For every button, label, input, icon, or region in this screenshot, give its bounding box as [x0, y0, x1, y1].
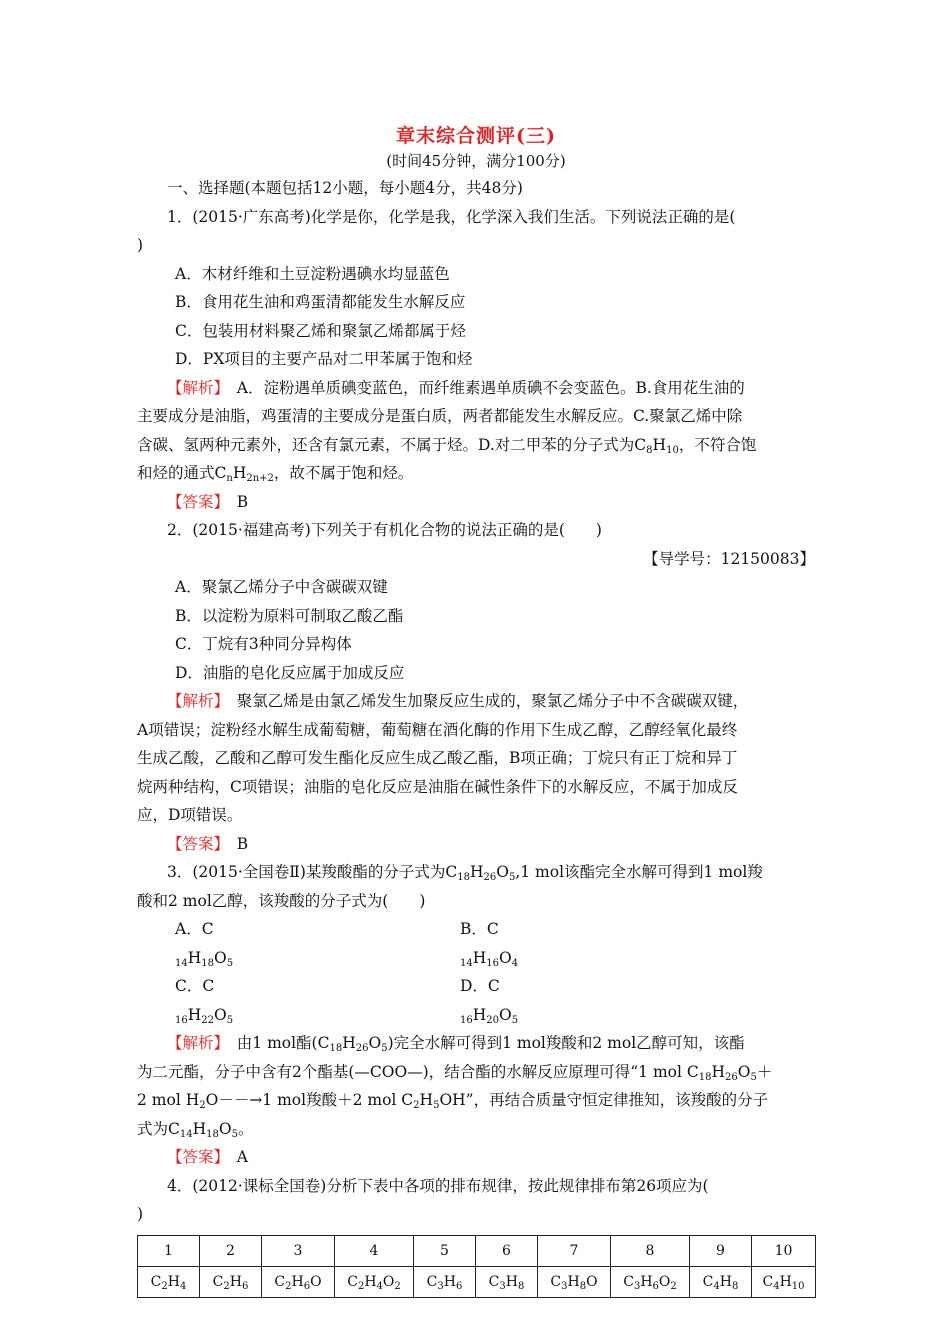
q2-option-d: D．油脂的皂化反应属于加成反应: [175, 663, 405, 682]
q1-stem: 1．(2015·广东高考)化学是你，化学是我，化学深入我们生活。下列说法正确的是(: [167, 207, 736, 226]
q1-option-d: D．PX项目的主要产品对二甲苯属于饱和烃: [175, 350, 473, 368]
q2-option-a: A．聚氯乙烯分子中含碳碳双键: [175, 578, 388, 596]
table-header-row: [138, 1235, 816, 1266]
table-header-cell: 7: [538, 1235, 611, 1266]
table-header-cell: 9: [690, 1235, 752, 1266]
q3-option-c: C．$C_{16}H_{22}O_5$: [175, 977, 234, 1026]
q2-analysis-line2: A项错误；淀粉经水解生成葡萄糖，葡萄糖在酒化酶的作用下生成乙醇，乙醇经氧化最终: [137, 720, 738, 739]
q1-analysis-line2: 主要成分是油脂，鸡蛋清的主要成分是蛋白质，两者都能发生水解反应。C.聚氯乙烯中除: [137, 407, 743, 425]
q2-option-c: C．丁烷有3种同分异构体: [175, 635, 352, 653]
q2-analysis-line4: 烷两种结构，C项错误；油脂的皂化反应是油脂在碱性条件下的水解反应，不属于加成反: [137, 777, 738, 796]
answer-label: 【答案】: [167, 492, 222, 511]
table-header-cell: 10: [752, 1235, 816, 1266]
formula-cell: $C_2H_6O$: [262, 1266, 335, 1297]
q2-stem: 2．(2015·福建高考)下列关于有机化合物的说法正确的是( ): [167, 521, 602, 539]
q3-analysis-line3: 2 mol $H_2O--\to 1$ mol羧酸＋2 mol $C_2H_5OH$”，再结合质量守恒定律推知，该羧酸的分子: [137, 1091, 769, 1111]
table-header-cell: 8: [611, 1235, 690, 1266]
q3-analysis: 【解析】 由1 mol酯$(C_{18}H_{26}O_5)$完全水解可得到1 mol羧酸和2 mol乙醇可知，该酯: [167, 1034, 745, 1054]
q1-stem-end: ): [137, 236, 144, 254]
formula-cell: $C_4H_{10}$: [752, 1266, 816, 1297]
document-content: [137, 122, 815, 1298]
q4-stem: 4．(2012·课标全国卷)分析下表中各项的排布规律，按此规律排布第26项应为(: [167, 1176, 709, 1195]
q2-analysis-line5: 应，D项错误。: [137, 806, 243, 824]
q3-option-b: B．$C_{14}H_{16}O_4$: [460, 920, 519, 969]
q4-sequence-table: [137, 1235, 816, 1298]
formula-cell: $C_3H_8O$: [538, 1266, 611, 1297]
q1-option-b: B．食用花生油和鸡蛋清都能发生水解反应: [175, 293, 466, 311]
q1-analysis: 【解析】 A．淀粉遇单质碘变蓝色，而纤维素遇单质碘不会变蓝色。B.食用花生油的: [167, 378, 745, 397]
formula-cell: $C_2H_4O_2$: [335, 1266, 414, 1297]
q2-analysis: 【解析】 聚氯乙烯是由氯乙烯发生加聚反应生成的，聚氯乙烯分子中不含碳碳双键，: [167, 692, 749, 710]
q1-option-a: A．木材纤维和土豆淀粉遇碘水均显蓝色: [175, 264, 450, 283]
table-header-cell: 4: [335, 1235, 414, 1266]
q3-analysis-line2: 为二元酯，分子中含有2个酯基(—COO—)，结合酯的水解反应原理可得“1 mol $C_{18}H_{26}O_5+$: [137, 1062, 773, 1083]
formula-cell: $C_3H_8$: [476, 1266, 538, 1297]
formula-cell: $C_4H_8$: [690, 1266, 752, 1297]
q2-option-b: B．以淀粉为原料可制取乙酸乙酯: [175, 606, 404, 625]
table-header-cell: 6: [476, 1235, 538, 1266]
q3-answer: 【答案】 A: [167, 1148, 248, 1166]
q1-analysis-line3: 含碳、氢两种元素外，还含有氯元素，不属于烃。D.对二甲苯的分子式为$C_8H_{10}$，不符合饱: [137, 435, 757, 456]
q3-stem-line2: 酸和2 mol乙醇，该羧酸的分子式为( ): [137, 891, 426, 910]
q2-guide-number: 【导学号：12150083】: [643, 549, 815, 568]
formula-cell: $C_3H_6$: [414, 1266, 476, 1297]
q4-stem-end: ): [137, 1205, 144, 1223]
page-subtitle: (时间45分钟，满分100分): [386, 152, 566, 170]
table-header-cell: 3: [262, 1235, 335, 1266]
q3-options-row1: [137, 915, 815, 972]
q3-option-d: D．$C_{16}H_{20}O_5$: [460, 977, 519, 1026]
table-row: [138, 1266, 816, 1297]
q2-analysis-line3: 生成乙酸，乙酸和乙醇可发生酯化反应生成乙酸乙酯，B项正确；丁烷只有正丁烷和异丁: [137, 749, 738, 767]
q1-answer: 【答案】 B: [167, 492, 249, 511]
analysis-label: 【解析】: [167, 378, 222, 397]
q3-analysis-line4: 式为$C_{14}H_{18}O_5$。: [137, 1119, 254, 1140]
section-heading: 一、选择题(本题包括12小题，每小题4分，共48分): [167, 179, 523, 197]
formula-cell: $C_2H_4$: [138, 1266, 200, 1297]
table-header-cell: 5: [414, 1235, 476, 1266]
page-title: 章末综合测评(三): [396, 125, 556, 147]
table-header-cell: 2: [200, 1235, 262, 1266]
formula-cell: $C_2H_6$: [200, 1266, 262, 1297]
q1-option-c: C．包装用材料聚乙烯和聚氯乙烯都属于烃: [175, 321, 466, 340]
formula-cell: $C_3H_6O_2$: [611, 1266, 690, 1297]
q3-option-a: A．$C_{14}H_{18}O_5$: [175, 920, 234, 969]
q2-answer: 【答案】 B: [167, 834, 249, 853]
q3-options-row2: [137, 972, 815, 1029]
q1-analysis-line4: 和烃的通式$C_nH_{2n+2}$，故不属于饱和烃。: [137, 464, 414, 484]
q3-stem: 3．(2015·全国卷Ⅱ)某羧酸酯的分子式为$C_{18}H_{26}O_5,1$ mol该酯完全水解可得到1 mol羧: [167, 863, 763, 883]
table-header-cell: 1: [138, 1235, 200, 1266]
